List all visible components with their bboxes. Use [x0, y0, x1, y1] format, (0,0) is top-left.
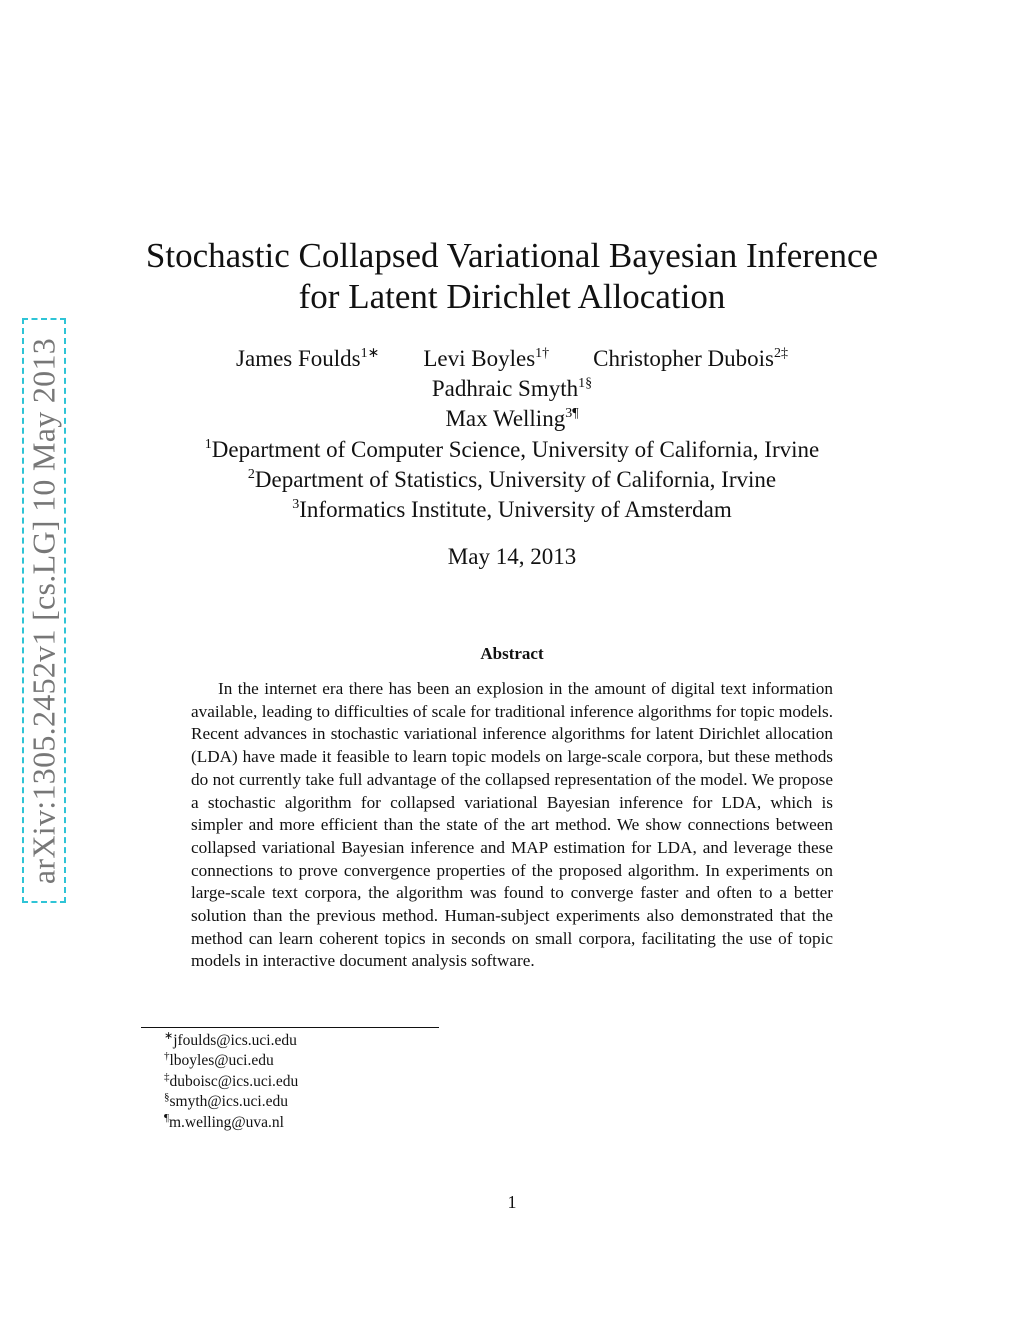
footnote-foulds-email: ∗jfoulds@ics.uci.edu	[164, 1030, 297, 1049]
abstract-text: In the internet era there has been an explosion in the amount of digital text information available, leading to difficulties of scale for traditional inference algorithms for topic models. Recent advances in stochastic variational inference algorithms for latent Dirichlet allocation (LDA) have made it feasible to learn topic models on large-scale corpora, but these methods do not currently take full advantage of the collapsed representation of the model. We propose a stochastic algorithm for collapsed variational Bayesian inference for LDA, which is simpler and more efficient than the state of the art method. We show connections between collapsed variational Bayesian inference and MAP estimation for LDA, and leverage these connections to prove convergence properties of the proposed algorithm. In experiments on large-scale text corpora, the algorithm was found to converge faster and often to a better solution than the previous method. Human-subject experiments also demonstrated that the method can learn coherent topics in seconds on small corpora, facilitating the use of topic models in interactive document analysis software.	[191, 679, 833, 971]
author-welling-marks: 3¶	[565, 406, 579, 421]
affiliation-1: $^1$Department of Computer Science, University of California, Irvine	[204, 437, 820, 462]
affiliation-2: $^2$Department of Statistics, University of California, Irvine	[247, 467, 777, 492]
author-smyth-marks: 1§	[578, 376, 593, 391]
abstract-heading: Abstract	[480, 644, 544, 663]
paper-title-line-1: Stochastic Collapsed Variational Bayesian Inference	[145, 236, 879, 275]
affiliation-3: $^3$Informatics Institute, University of Amsterdam	[292, 497, 732, 522]
author-foulds: James Foulds$^{1∗}$	[236, 346, 380, 371]
footnote-dubois-email: ‡duboisc@ics.uci.edu	[164, 1070, 299, 1090]
paper-title-line-2: for Latent Dirichlet Allocation	[298, 277, 726, 316]
author-dubois: Christopher Dubois$^{2\ddagger}$	[593, 346, 788, 371]
author-boyles-marks: 1†	[535, 346, 550, 361]
affiliation-1-mark: 1	[204, 437, 212, 452]
affiliation-3-mark: 3	[292, 497, 300, 512]
footnote-smyth-email: §smyth@ics.uci.edu	[164, 1091, 288, 1111]
footnote-rule	[141, 1027, 439, 1028]
affiliation-2-mark: 2	[247, 467, 255, 482]
author-smyth: Padhraic Smyth$^{1\S}$	[431, 376, 593, 401]
footnote-boyles-email: †lboyles@uci.edu	[164, 1050, 274, 1070]
footnote-welling-email: ¶m.welling@uva.nl	[164, 1111, 284, 1131]
footnotes	[164, 1031, 298, 1133]
publication-date: May 14, 2013	[447, 544, 577, 569]
author-boyles: Levi Boyles$^{1\dagger}$	[423, 346, 550, 371]
arxiv-identifier-text: arXiv:1305.2452v1 [cs.LG] 10 May 2013	[25, 337, 62, 884]
author-welling: Max Welling$^{3\P}$	[445, 406, 579, 431]
page-number: 1	[507, 1192, 517, 1212]
authors-row	[0, 346, 1024, 372]
author-foulds-marks: 1∗	[360, 346, 380, 361]
author-dubois-marks: 2‡	[773, 346, 788, 361]
